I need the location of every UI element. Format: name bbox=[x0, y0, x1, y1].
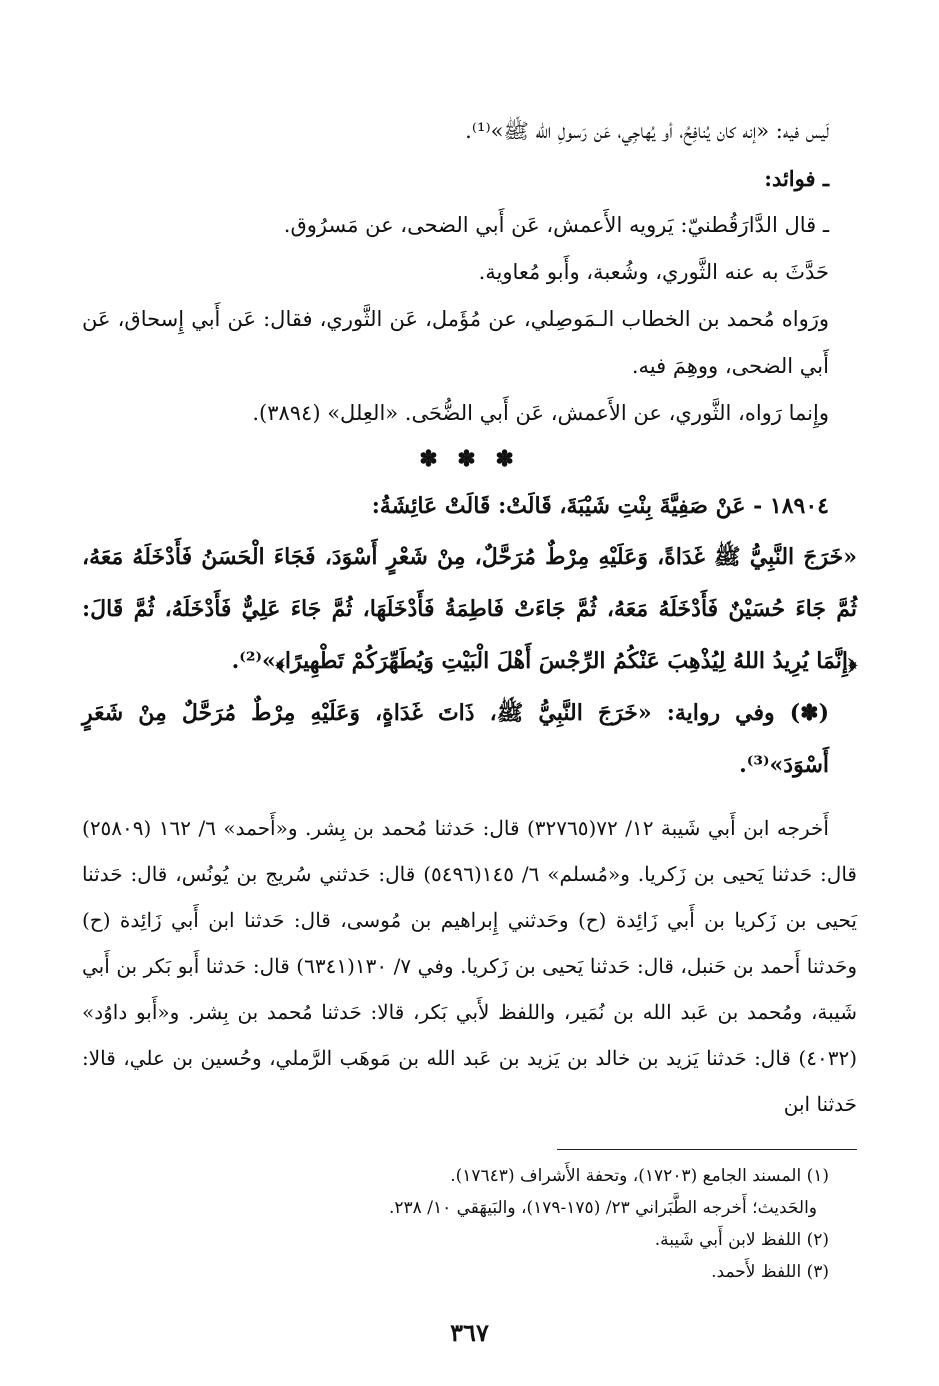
hadith-text: «خَرَجَ النَّبِيُّ ﷺ غَدَاةً، وَعَلَيْهِ مِرْطٌ مُرَحَّلٌ، مِنْ شَعْرٍ أَسْوَدَ، فَجَاءَ الْحَسَنُ فَأَدْخَلَهُ مَعَهُ، ثُمَّ جَاءَ حُسَيْنٌ فَأَدْخَلَهُ مَعَهُ، ثُمَّ جَاءَتْ فَاطِمَةُ فَأَدْخَلَهَا، ثُمَّ جَاءَ عَلِيٌّ فَأَدْخَلَهُ، ثُمَّ قَالَ: ﴿إِنَّمَا يُرِيدُ اللهُ لِيُذْهِبَ عَنْكُمُ الرِّجْسَ أَهْلَ الْبَيْتِ وَيُطَهِّرَكُمْ تَطْهِيرًا﴾»⁽²⁾. bbox=[82, 544, 857, 674]
page-number: ٣٦٧ bbox=[450, 1318, 489, 1347]
footnote-1-continued: والحَديث؛ أَخرجه الطَّبَراني ٢٣/ (١٧٥-١٧٩)، والبَيهَقي ١٠/ ٢٣٨. bbox=[389, 1198, 817, 1218]
footnote-2: (٢) اللفظ لابن أَبي شَيبة. bbox=[654, 1230, 829, 1250]
footnote-3: (٣) اللفظ لأَحمد. bbox=[711, 1262, 829, 1282]
hadith-variant: (✽) وفي رواية: «خَرَجَ النَّبِيُّ ﷺ، ذَاتَ غَدَاةٍ، وَعَلَيْهِ مِرْطٌ مُرَحَّلٌ مِنْ شَعَرٍ أَسْوَدَ»⁽³⁾. bbox=[82, 700, 829, 778]
benefits-heading: ـ فوائد: bbox=[764, 166, 829, 191]
ilal-reference: وإِنما رَواه، الثَّوري، عن الأَعمش، عَن أَبي الضُّحَى. «العِلل» (٣٨٩٤). bbox=[252, 401, 829, 425]
intro-line: لَيس فيه: «إنه كان يُنافِحُ، أو يُهاجِي، عَن رَسولِ الله ﷺ»⁽¹⁾. bbox=[465, 119, 829, 143]
daraqutni-quote: ـ قال الدَّارَقُطنيّ: يَرويه الأَعمش، عَن أَبي الضحى، عن مَسرُوق. bbox=[283, 213, 829, 237]
mawsili-paragraph: ورَواه مُحمد بن الخطاب الـمَوصِلي، عن مُؤَمل، عَن الثَّوري، فقال: عَن أَبي إِسحاق، عَن أَبي الضحى، ووهِمَ فيه. bbox=[82, 307, 829, 378]
takhrij-paragraph: أَخرجه ابن أَبي شَيبة ١٢/ ٧٢(٣٢٧٦٥) قال: حَدثنا مُحمد بن بِشر. و«أَحمد» ٦/ ١٦٢ (٢٥٨٠٩) قال: حَدثنا يَحيى بن زَكريا. و«مُسلم» ٦/ ١٤٥(٥٤٩٦) قال: حَدثني سُريج بن يُونُس، قال: حَدثنا يَحيى بن زَكريا بن أَبي زَائِدة (ح) وحَدثني إِبراهيم بن مُوسى، قال: حَدثنا ابن أَبي زَائِدة (ح) وحَدثنا أَحمد بن حَنبل، قال: حَدثنا يَحيى بن زَكريا. وفي ٧/ ١٣٠(٦٣٤١) قال: حَدثنا أَبو بَكر بن أَبي شَيبة، ومُحمد بن عَبد الله بن نُمَير، واللفظ لأَبي بَكر، قالا: حَدثنا مُحمد بن بِشر. و«أَبو داوُد» (٤٠٣٢) قال: حَدثنا يَزيد بن خالد بن يَزيد بن عَبد الله بن مَوهَب الرَّملي، وحُسين بن علي، قالا: حَدثنا ابن bbox=[82, 816, 857, 1116]
section-separator: ✽ ✽ ✽ bbox=[419, 446, 520, 472]
narrators-line: حَدَّثَ به عنه الثَّوري، وشُعبة، وأَبو مُعاوية. bbox=[478, 260, 829, 284]
hadith-heading: ١٨٩٠٤ - عَنْ صَفِيَّةَ بِنْتِ شَيْبَةَ، قَالَتْ: قَالَتْ عَائِشَةُ: bbox=[371, 493, 829, 519]
footnote-1: (١) المسند الجامع (١٧٢٠٣)، وتحفة الأَشراف (١٧٦٤٣). bbox=[450, 1166, 829, 1186]
footnote-divider bbox=[557, 1149, 857, 1150]
